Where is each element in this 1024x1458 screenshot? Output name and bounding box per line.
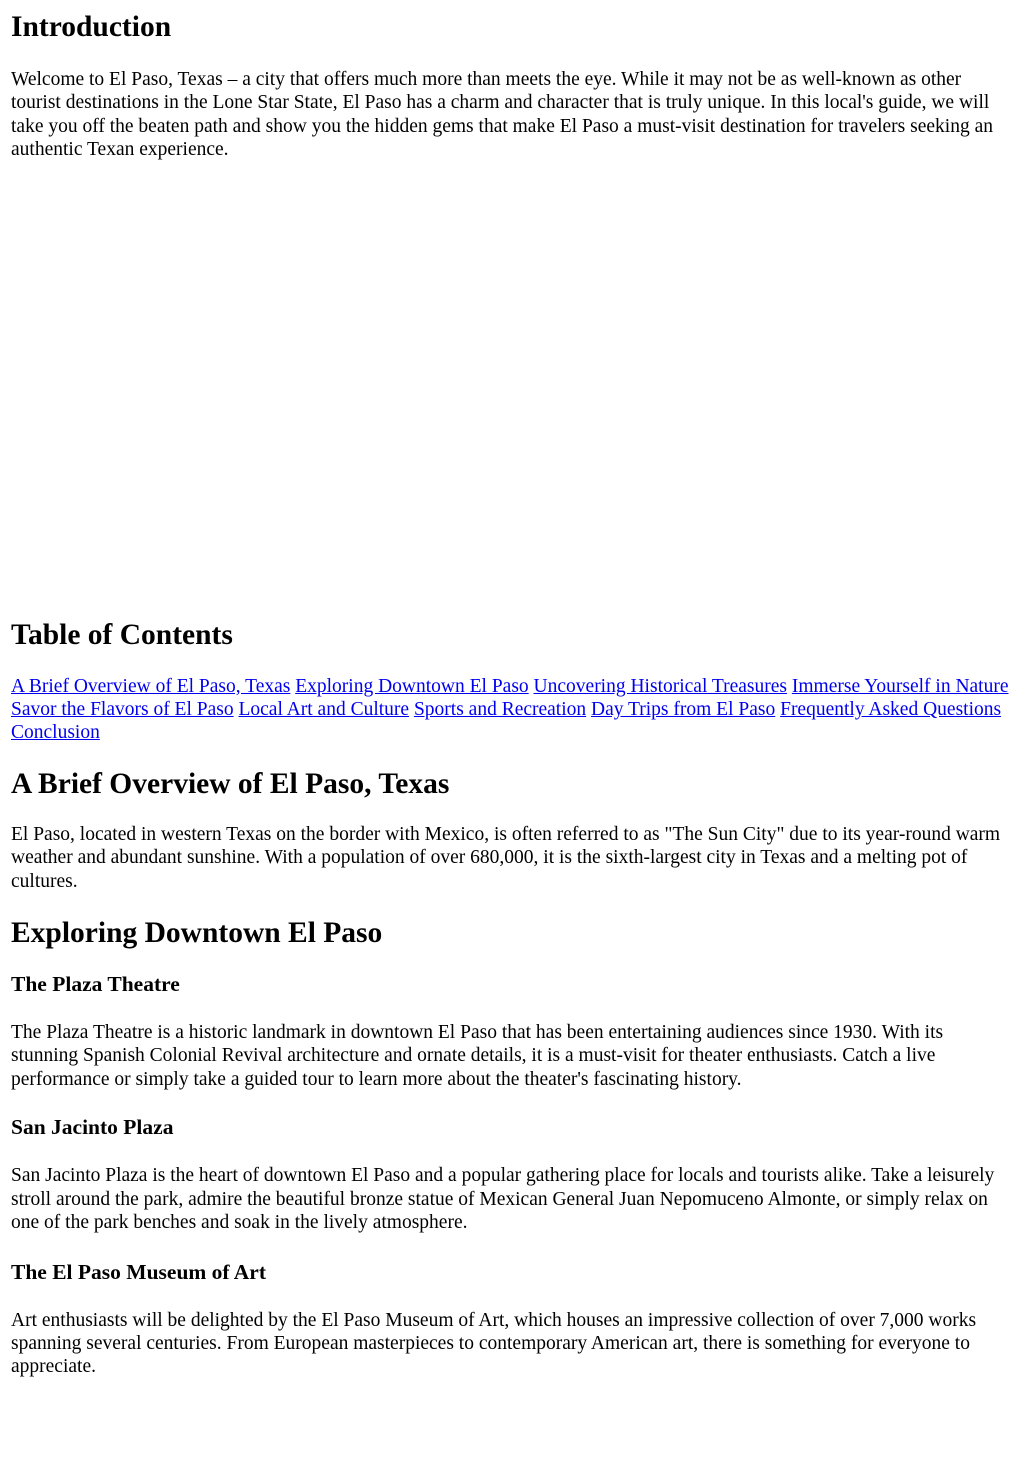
plaza-theatre-heading: The Plaza Theatre (11, 972, 180, 997)
san-jacinto-plaza-paragraph: San Jacinto Plaza is the heart of downtown El Paso and a popular gathering place for locals and tourists alike. Take a leisurely stroll around the park, admire the beautiful bronze statue of Mexican General Juan Nepomuceno Almonte, or simply relax on one of the park benches and soak in the lively atmosphere. (11, 1165, 995, 1234)
museum-of-art-paragraph: Art enthusiasts will be delighted by the El Paso Museum of Art, which houses an impressive collection of over 7,000 works spanning several centuries. From European masterpieces to contemporary American art, there is something for everyone to appreciate. (11, 1309, 977, 1378)
table-of-contents-heading: Table of Contents (11, 618, 233, 651)
article-page (0, 10, 1024, 1379)
toc-link-sports[interactable]: Sports and Recreation (413, 699, 587, 721)
toc-link-nature[interactable]: Immerse Yourself in Nature (791, 675, 1009, 697)
toc-link-art-culture[interactable]: Local Art and Culture (238, 699, 410, 721)
toc-link-overview[interactable]: A Brief Overview of El Paso, Texas (11, 675, 291, 697)
toc-link-flavors[interactable]: Savor the Flavors of El Paso (11, 699, 234, 721)
overview-paragraph: El Paso, located in western Texas on the border with Mexico, is often referred to as "The Sun City" due to its year-round warm weather and abundant sunshine. With a population of over 680,000, it is the sixth-largest city in Texas and a melting pot of cultures. (11, 823, 1001, 892)
toc-link-conclusion[interactable]: Conclusion (11, 722, 100, 744)
toc-link-downtown[interactable]: Exploring Downtown El Paso (295, 675, 529, 697)
toc-link-day-trips[interactable]: Day Trips from El Paso (591, 699, 776, 721)
museum-of-art-heading: The El Paso Museum of Art (11, 1259, 267, 1284)
overview-heading: A Brief Overview of El Paso, Texas (11, 767, 450, 800)
toc-link-historical[interactable]: Uncovering Historical Treasures (533, 675, 787, 697)
table-of-contents (11, 675, 1014, 745)
introduction-heading: Introduction (11, 11, 172, 43)
plaza-theatre-paragraph: The Plaza Theatre is a historic landmark in downtown El Paso that has been entertaining audiences since 1930. With its stunning Spanish Colonial Revival architecture and ornate details, it is a must-visit for theater enthusiasts. Catch a live performance or simply take a guided tour to learn more about the theater's fascinating history. (11, 1022, 944, 1090)
toc-link-faq[interactable]: Frequently Asked Questions (780, 699, 1002, 721)
introduction-paragraph: Welcome to El Paso, Texas – a city that offers much more than meets the eye. While it may not be as well-known as other tourist destinations in the Lone Star State, El Paso has a charm and character that is truly unique. In this local's guide, we will take you off the beaten path and show you the hidden gems that make El Paso a must-visit destination for travelers seeking an authentic Texan experience. (11, 69, 993, 161)
san-jacinto-plaza-heading: San Jacinto Plaza (11, 1115, 174, 1140)
downtown-heading: Exploring Downtown El Paso (11, 917, 383, 950)
